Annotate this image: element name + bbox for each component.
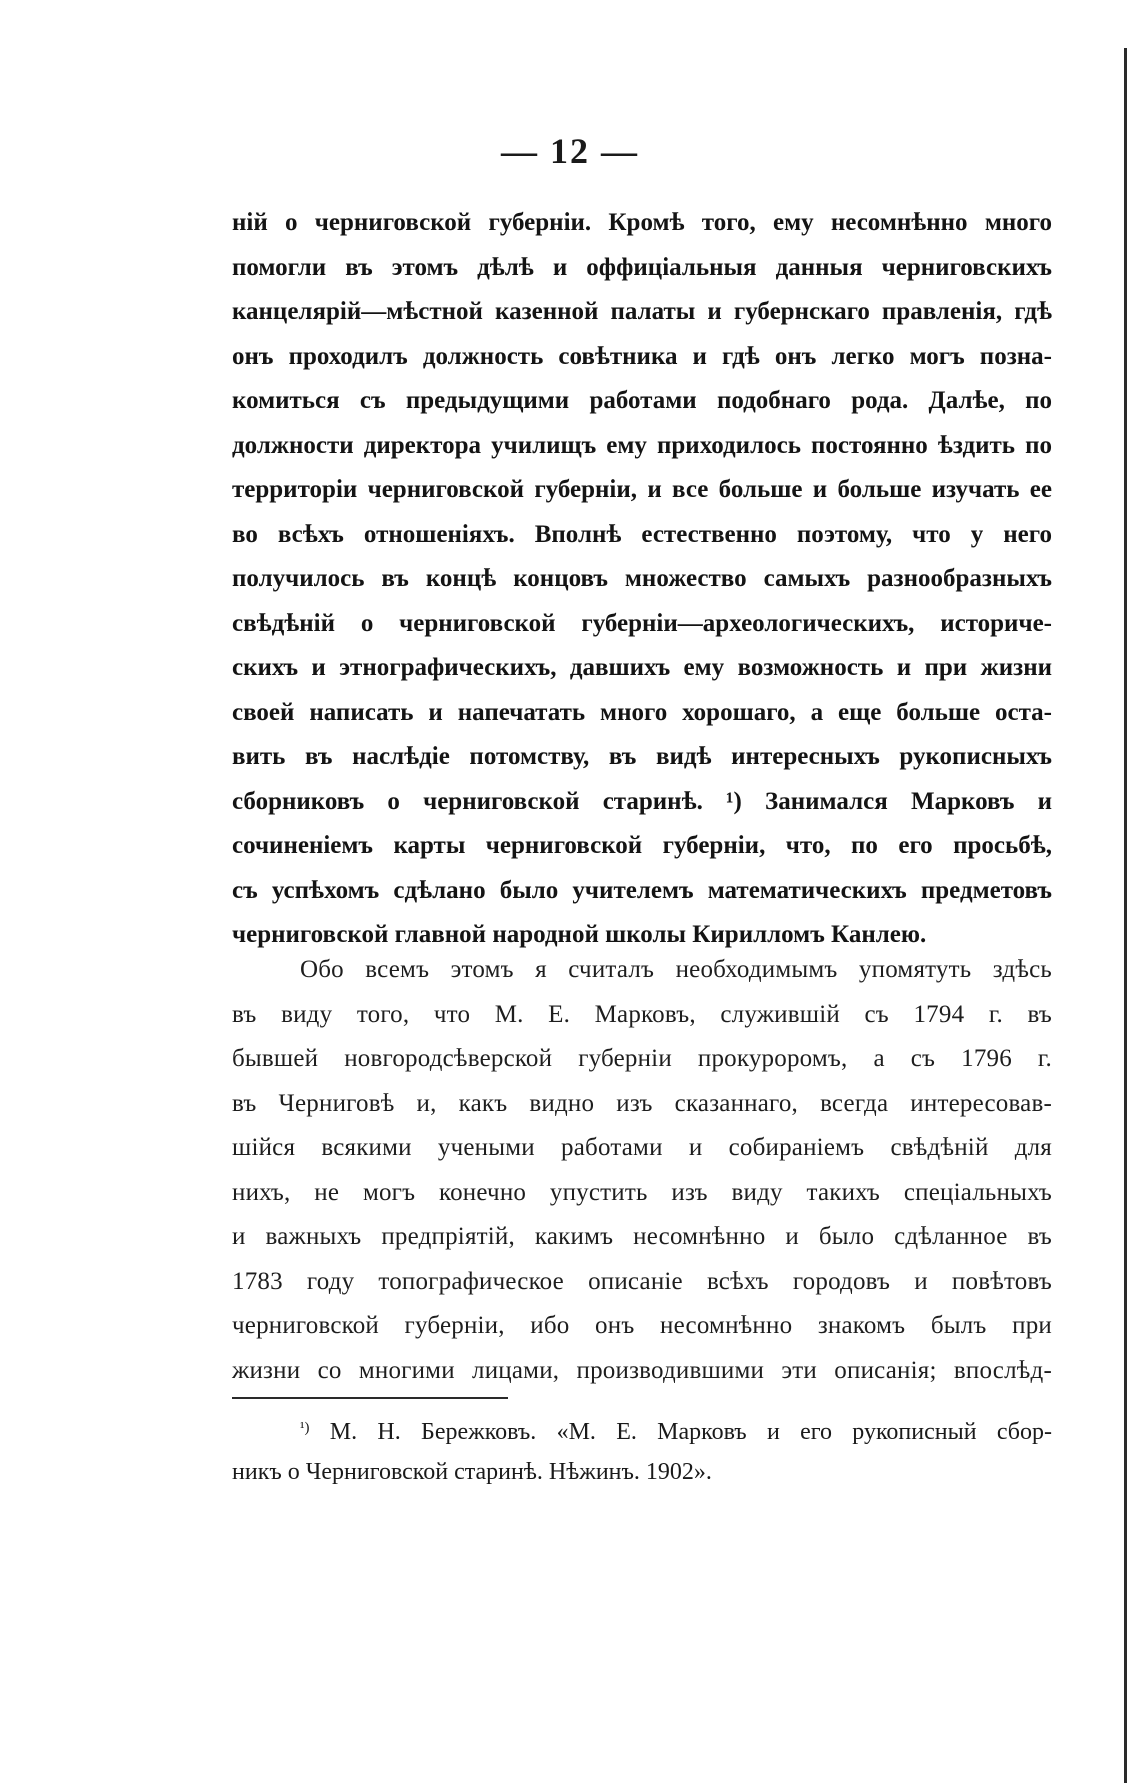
text-line: ній о черниговской губерніи. Кромѣ того, ему несомнѣнно много — [232, 209, 1052, 236]
paragraph-1 — [232, 201, 1052, 958]
footnote-line — [232, 1412, 1052, 1452]
text-line: 1783 году топографическое описаніе всѣхъ городовъ и повѣтовъ — [232, 1267, 1052, 1295]
text-line: своей написать и напечатать много хорошаго, а еще больше оста- — [232, 698, 1052, 726]
text-line: свѣдѣній о черниговской губерніи—археологическихъ, историче- — [232, 609, 1052, 637]
text-line: въ Черниговѣ и, какъ видно изъ сказаннаго, всегда интересовав- — [232, 1089, 1052, 1117]
text-line: онъ проходилъ должность совѣтника и гдѣ онъ легко могъ позна- — [232, 342, 1052, 370]
text-line: территоріи черниговской губерніи, и все больше и больше изучать ее — [232, 476, 1052, 503]
text-line: комиться съ предыдущими работами подобнаго рода. Далѣе, по — [232, 387, 1052, 414]
text-line: скихъ и этнографическихъ, давшихъ ему возможность и при жизни — [232, 654, 1052, 681]
footnote-line: никъ о Черниговской старинѣ. Нѣжинъ. 1902». — [232, 1459, 712, 1485]
text-line: жизни со многими лицами, производившими эти описанія; впослѣд- — [232, 1356, 1052, 1384]
scan-edge-rule — [1124, 48, 1127, 1783]
text-line: вить въ наслѣдіе потомству, въ видѣ интересныхъ рукописныхъ — [232, 743, 1052, 770]
text-line: сочиненіемъ карты черниговской губерніи, что, по его просьбѣ, — [232, 832, 1052, 859]
text-line: помогли въ этомъ дѣлѣ и оффиціальныя данныя черниговскихъ — [232, 253, 1052, 281]
text-line: получилось въ концѣ концовъ множество самыхъ разнообразныхъ — [232, 565, 1052, 592]
text-line: Обо всемъ этомъ я считалъ необходимымъ упомятуть здѣсь — [300, 956, 1052, 983]
text-line: и важныхъ предпріятій, какимъ несомнѣнно и было сдѣланное въ — [232, 1223, 1052, 1250]
text-line: шійся всякими учеными работами и собираніемъ свѣдѣній для — [232, 1134, 1052, 1161]
footnote-marker: ¹) — [300, 1420, 310, 1436]
text-line: черниговской главной народной школы Кирилломъ Канлею. — [232, 921, 927, 948]
text-line: во всѣхъ отношеніяхъ. Вполнѣ естественно поэтому, что у него — [232, 520, 1052, 548]
text-line: черниговской губерніи, ибо онъ несомнѣнно знакомъ былъ при — [232, 1312, 1052, 1339]
text-line: съ успѣхомъ сдѣлано было учителемъ математическихъ предметовъ — [232, 876, 1052, 904]
text-line: должности директора училищъ ему приходилось постоянно ѣздить по — [232, 431, 1052, 459]
text-line: сборниковъ о черниговской старинѣ. ¹) Занимался Марковъ и — [232, 787, 1052, 815]
footnote-text: М. Н. Бережковъ. «М. Е. Марковъ и его рукописный сбор- — [329, 1419, 1053, 1445]
footnotes — [232, 1412, 1052, 1492]
page-number: — 12 — — [501, 131, 639, 171]
text-line: бывшей новгородсѣверской губерніи прокуроромъ, а съ 1796 г. — [232, 1045, 1052, 1072]
text-line: въ виду того, что М. Е. Марковъ, служившій съ 1794 г. въ — [232, 1000, 1052, 1028]
text-line: канцелярій—мѣстной казенной палаты и губернскаго правленія, гдѣ — [232, 298, 1052, 325]
text-line: нихъ, не могъ конечно упустить изъ виду такихъ спеціальныхъ — [232, 1178, 1052, 1206]
paragraph-2 — [232, 948, 1052, 1393]
footnote-divider — [232, 1397, 508, 1399]
